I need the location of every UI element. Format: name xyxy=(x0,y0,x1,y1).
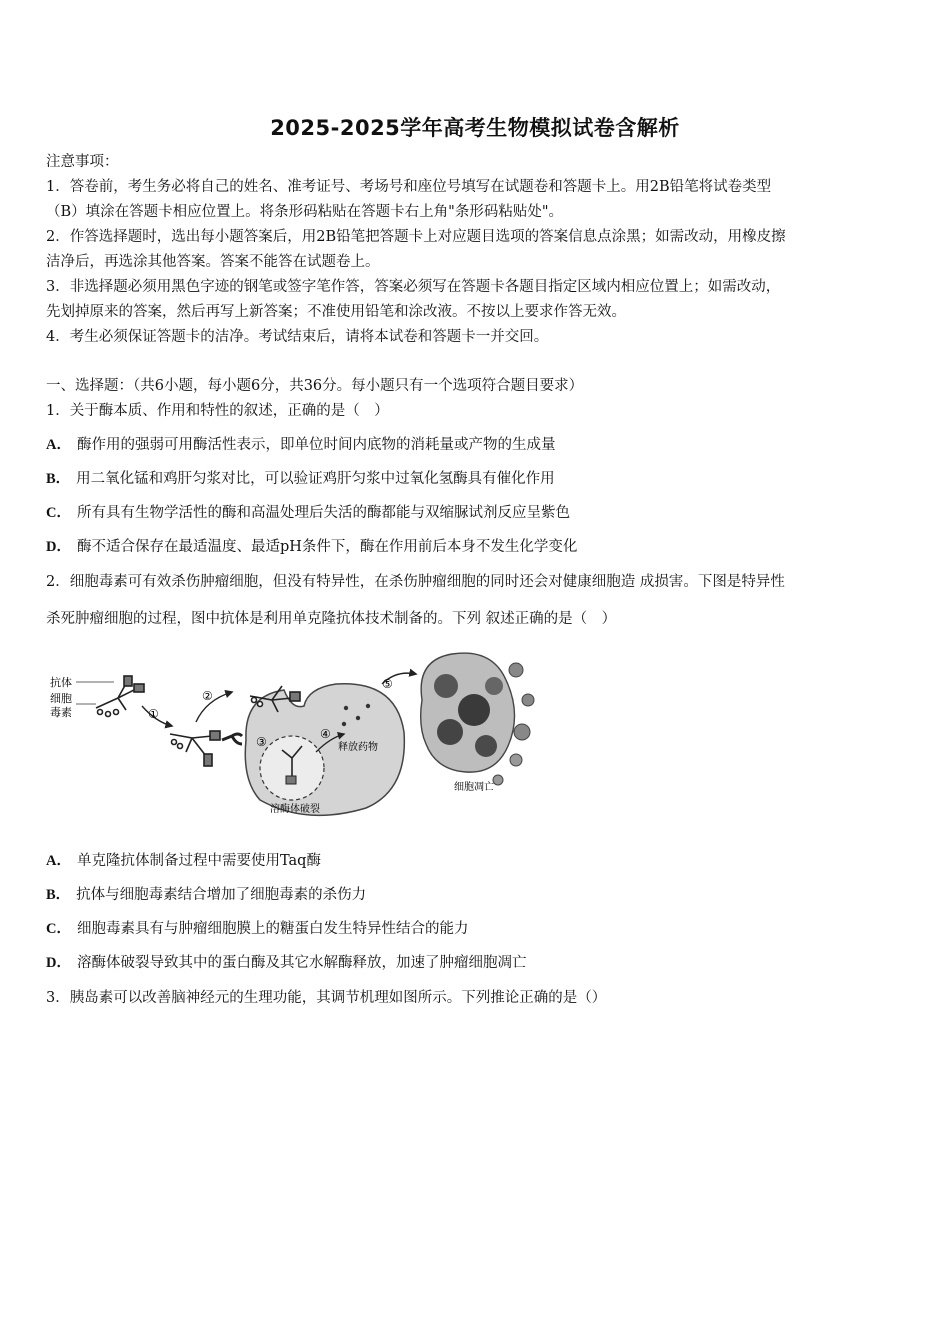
option-letter: B． xyxy=(46,471,71,487)
lysosome-label: 溶酶体破裂 xyxy=(270,804,320,815)
antibody-toxin-conjugate xyxy=(170,731,220,766)
option-text: 抗体与细胞毒素结合增加了细胞毒素的杀伤力 xyxy=(76,887,367,903)
option-letter: D． xyxy=(46,955,71,971)
apoptosis-label: 细胞凋亡 xyxy=(454,782,494,793)
notice-line: 4．考生必须保证答题卡的洁净。考试结束后，请将本试卷和答题卡一并交回。 xyxy=(46,329,549,345)
notice-line: （B）填涂在答题卡相应位置上。将条形码粘贴在答题卡右上角"条形码粘贴处"。 xyxy=(46,204,563,220)
step-3-label: ③ xyxy=(256,735,267,749)
q1-option-b xyxy=(46,469,916,489)
step-1-label: ① xyxy=(148,707,159,721)
q2-option-d xyxy=(46,953,916,973)
notice-line: 先划掉原来的答案，然后再写上新答案；不准使用铅笔和涂改液。不按以上要求作答无效。 xyxy=(46,304,626,320)
option-letter: B． xyxy=(46,887,71,903)
option-letter: A． xyxy=(46,437,71,453)
adc-process-diagram xyxy=(46,640,546,830)
question-1-stem: 1．关于酶本质、作用和特性的叙述，正确的是（ ） xyxy=(46,403,389,419)
option-letter: A． xyxy=(46,853,71,869)
q1-option-a xyxy=(46,435,916,455)
notice-line: 3．非选择题必须用黑色字迹的钢笔或签字笔作答，答案必须写在答题卡各题目指定区域内相应位置上；如需改动， xyxy=(46,279,781,295)
notice-line: 洁净后，再选涂其他答案。答案不能答在试题卷上。 xyxy=(46,254,380,270)
q1-option-c xyxy=(46,503,916,523)
option-text: 溶酶体破裂导致其中的蛋白酶及其它水解酶释放，加速了肿瘤细胞凋亡 xyxy=(76,955,527,971)
notice-line: 2．作答选择题时，选出每小题答案后，用2B铅笔把答题卡上对应题目选项的答案信息点涂黑；如需改动，用橡皮擦 xyxy=(46,229,786,245)
option-text: 用二氧化锰和鸡肝匀浆对比，可以验证鸡肝匀浆中过氧化氢酶具有催化作用 xyxy=(76,471,555,487)
option-text: 酶不适合保存在最适温度、最适pH条件下，酶在作用前后本身不发生化学变化 xyxy=(76,539,578,555)
notice-line: 1．答卷前，考生务必将自己的姓名、准考证号、考场号和座位号填写在试题卷和答题卡上。用2B铅笔将试卷类型 xyxy=(46,179,772,195)
step-4-label: ④ xyxy=(320,727,331,741)
q2-figure xyxy=(46,640,546,830)
option-text: 所有具有生物学活性的酶和高温处理后失活的酶都能与双缩脲试剂反应呈紫色 xyxy=(76,505,570,521)
apoptotic-cell xyxy=(421,653,534,785)
release-drug-label: 释放药物 xyxy=(338,742,378,753)
question-2-stem-cont: 杀死肿瘤细胞的过程，图中抗体是利用单克隆抗体技术制备的。下列 叙述正确的是（ ） xyxy=(46,611,617,627)
option-letter: C． xyxy=(46,921,71,937)
option-text: 细胞毒素具有与肿瘤细胞膜上的糖蛋白发生特异性结合的能力 xyxy=(76,921,469,937)
label-toxin: 细胞 xyxy=(50,692,72,705)
option-letter: D． xyxy=(46,539,71,555)
option-letter: C． xyxy=(46,505,71,521)
receptor-icon xyxy=(222,734,242,744)
q2-option-b xyxy=(46,885,916,905)
q2-option-a xyxy=(46,851,916,871)
step-5-label: ⑤ xyxy=(382,677,393,691)
page-title: 2025-2025学年高考生物模拟试卷含解析 xyxy=(270,116,680,140)
option-text: 酶作用的强弱可用酶活性表示，即单位时间内底物的消耗量或产物的生成量 xyxy=(76,437,556,453)
section-heading: 一、选择题：（共6小题，每小题6分，共36分。每小题只有一个选项符合题目要求） xyxy=(46,378,584,394)
step-2-label: ② xyxy=(202,689,213,703)
label-antibody: 抗体 xyxy=(50,676,72,689)
q1-option-d xyxy=(46,537,916,557)
label-toxin: 毒素 xyxy=(50,706,72,719)
option-text: 单克隆抗体制备过程中需要使用Taq酶 xyxy=(76,853,321,869)
question-3-stem: 3．胰岛素可以改善脑神经元的生理功能，其调节机理如图所示。下列推论正确的是（） xyxy=(46,990,607,1006)
question-2-stem: 2．细胞毒素可有效杀伤肿瘤细胞，但没有特异性，在杀伤肿瘤细胞的同时还会对健康细胞造 成损害。下图是特异性 xyxy=(46,574,785,590)
notice-heading: 注意事项： xyxy=(46,154,119,170)
q2-option-c xyxy=(46,919,916,939)
